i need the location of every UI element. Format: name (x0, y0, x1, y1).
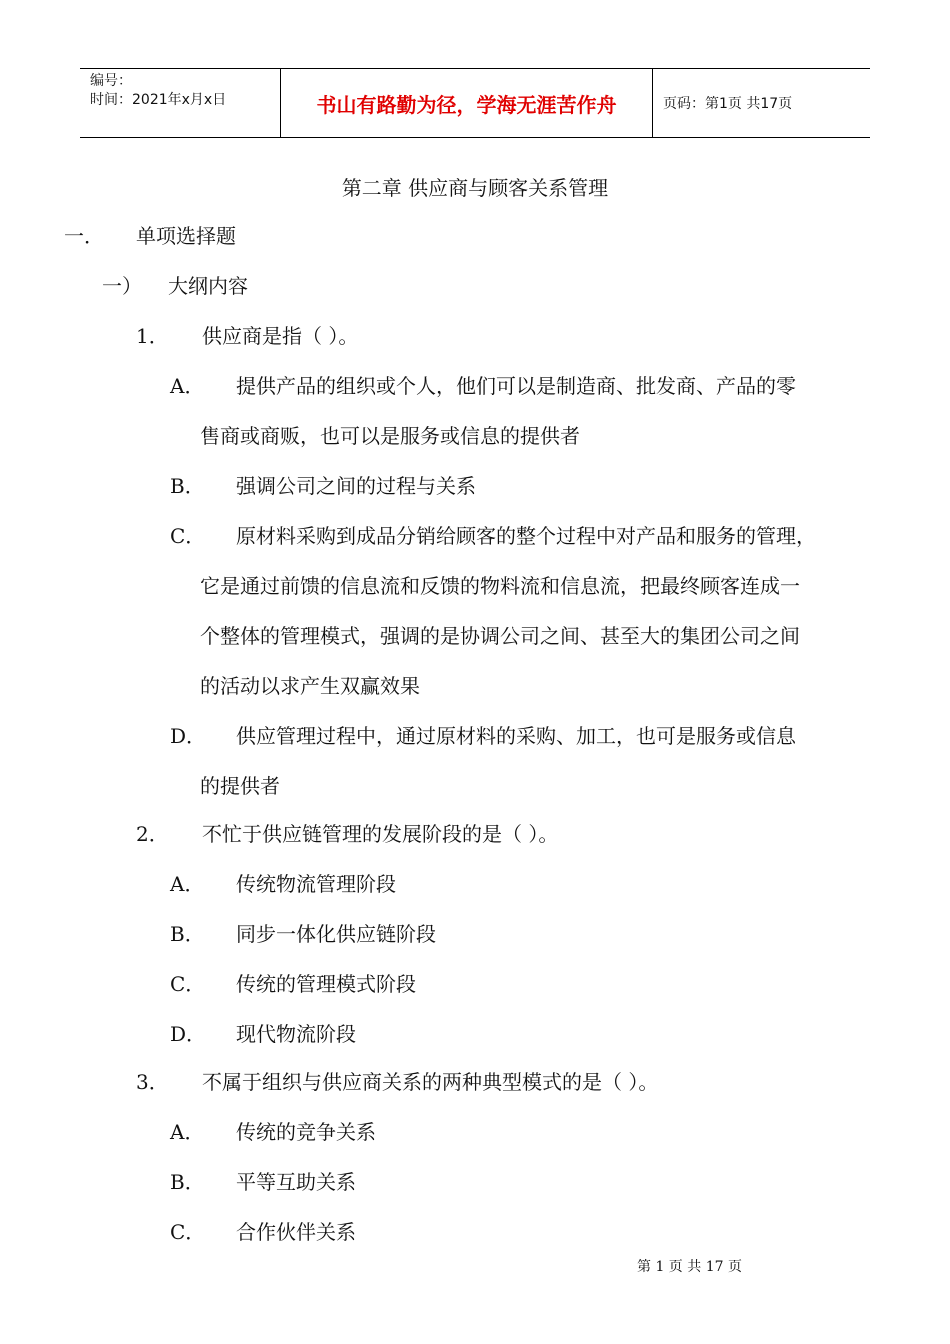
option-letter: C． (170, 1220, 206, 1244)
option-letter: B． (170, 922, 205, 946)
question-number: 2． (136, 822, 169, 846)
section-marker: 一． (64, 224, 104, 248)
option-text: 供应管理过程中，通过原材料的采购、加工，也可是服务或信息 (236, 724, 796, 748)
option-text: 现代物流阶段 (236, 1022, 356, 1046)
option-letter: D． (170, 724, 207, 748)
header-meta-cell (80, 69, 281, 137)
question-number: 3． (136, 1070, 169, 1094)
subsection-label: 大纲内容 (168, 274, 248, 298)
option-letter: B． (170, 1170, 205, 1194)
header-motto: 书山有路勤为径，学海无涯苦作舟 (281, 69, 653, 137)
option-text: 原材料采购到成品分销给顾客的整个过程中对产品和服务的管理， (236, 524, 816, 548)
question-stem: 不属于组织与供应商关系的两种典型模式的是（ ）。 (202, 1070, 659, 1094)
option-text: 传统物流管理阶段 (236, 872, 396, 896)
option-text: 同步一体化供应链阶段 (236, 922, 436, 946)
option-text: 售商或商贩，也可以是服务或信息的提供者 (200, 424, 580, 448)
question-stem: 不忙于供应链管理的发展阶段的是（ ）。 (202, 822, 559, 846)
option-text: 的提供者 (200, 774, 280, 798)
time-label: 时间：2021年x月x日 (90, 92, 227, 108)
option-text: 它是通过前馈的信息流和反馈的物料流和信息流，把最终顾客连成一 (200, 574, 800, 598)
option-text: 个整体的管理模式，强调的是协调公司之间、甚至大的集团公司之间 (200, 624, 800, 648)
subsection-marker: 一） (102, 274, 142, 298)
doc-title: 第二章 供应商与顾客关系管理 (341, 176, 609, 200)
header-page-info: 页码：第1页 共17页 (663, 96, 793, 112)
option-letter: A． (170, 872, 205, 896)
option-text: 提供产品的组织或个人，他们可以是制造商、批发商、产品的零 (236, 374, 796, 398)
option-text: 合作伙伴关系 (236, 1220, 356, 1244)
section-label: 单项选择题 (136, 224, 236, 248)
question-stem: 供应商是指（ ）。 (202, 324, 359, 348)
option-letter: D． (170, 1022, 207, 1046)
option-text: 传统的竞争关系 (236, 1120, 376, 1144)
option-text: 的活动以求产生双赢效果 (200, 674, 420, 698)
page-footer: 第 1 页 共 17 页 (637, 1259, 742, 1275)
option-letter: C． (170, 524, 206, 548)
option-text: 平等互助关系 (236, 1170, 356, 1194)
option-text: 强调公司之间的过程与关系 (236, 474, 476, 498)
header-table (80, 68, 870, 138)
number-label: 编号： (90, 73, 132, 89)
question-number: 1． (136, 324, 169, 348)
option-letter: B． (170, 474, 205, 498)
option-letter: A． (170, 374, 205, 398)
option-letter: A． (170, 1120, 205, 1144)
option-text: 传统的管理模式阶段 (236, 972, 416, 996)
option-letter: C． (170, 972, 206, 996)
